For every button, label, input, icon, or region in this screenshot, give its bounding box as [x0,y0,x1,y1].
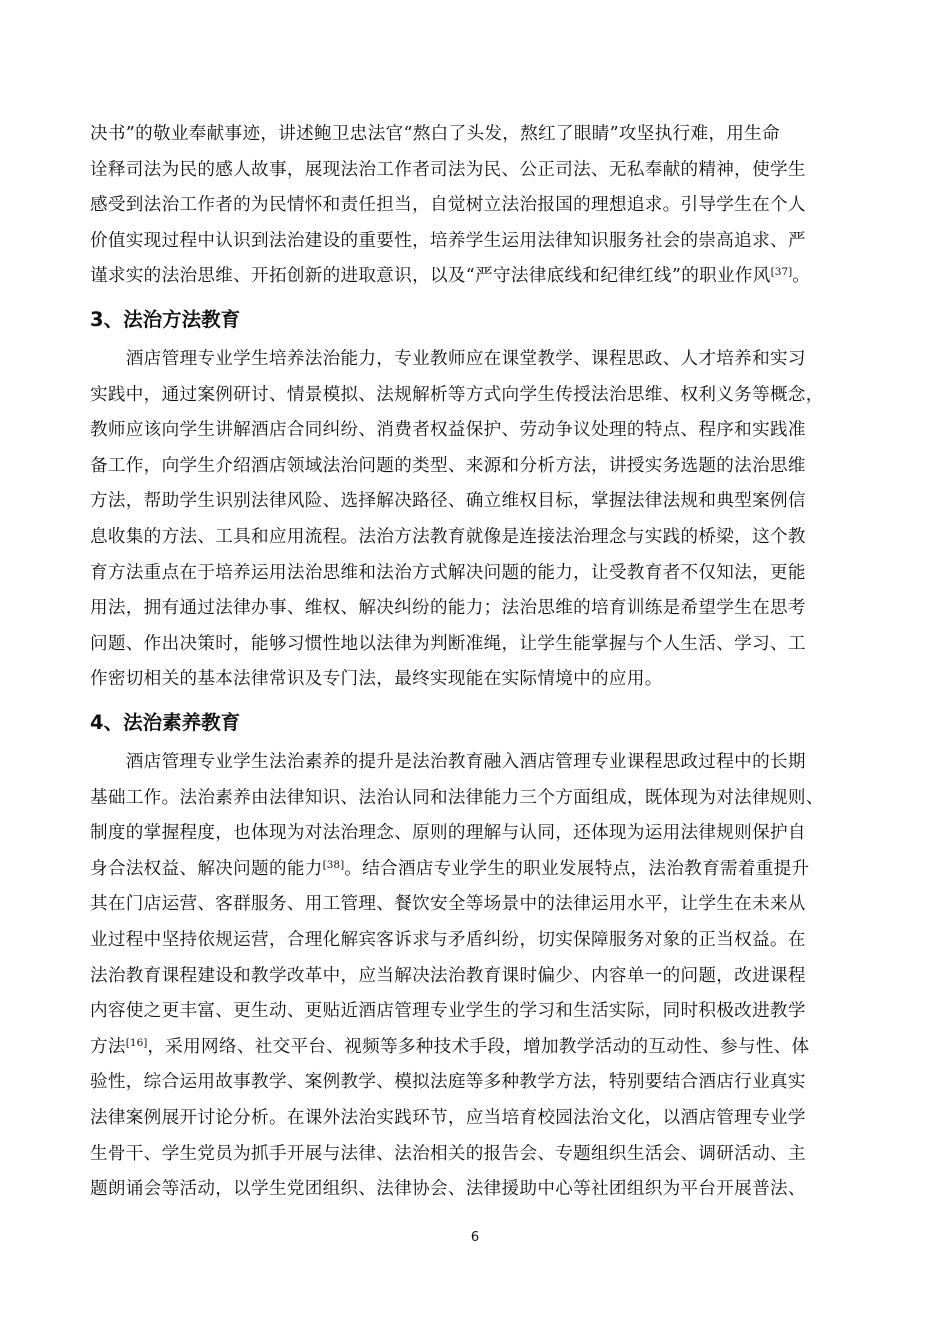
text-line: 用法，拥有通过法律办事、维权、解决纠纷的能力；法治思维的培育训练是希望学生在思考 [90,598,806,619]
text-line: 诠释司法为民的感人故事，展现法治工作者司法为民、公正司法、无私奉献的精神，使学生 [90,159,806,180]
text-line: 育方法重点在于培养运用法治思维和法治方式解决问题的能力，让受教育者不仅知法，更能 [90,562,806,583]
text-line: 实践中，通过案例研讨、情景模拟、法规解析等方式向学生传授法治思维、权利义务等概念， [90,384,824,405]
text-line: 其在门店运营、客群服务、用工管理、餐饮安全等场景中的法律运用水平，让学生在未来从 [90,894,806,915]
text-line: 价值实现过程中认识到法治建设的重要性，培养学生运用法律知识服务社会的崇高追求、严 [90,230,806,251]
text-segment: 方法 [90,1036,126,1057]
citation-ref: [37] [770,266,793,279]
text-line: 基础工作。法治素养由法律知识、法治认同和法律能力三个方面组成，既体现为对法律规则、 [90,787,824,808]
text-line: 作密切相关的基本法律常识及专门法，最终实现能在实际情境中的应用。 [90,669,663,690]
text-line: 法治教育课程建设和教学改革中，应当解决法治教育课时偏少、内容单一的问题，改进课程 [90,965,806,986]
text-line: 法律案例展开讨论分析。在课外法治实践环节，应当培育校园法治文化，以酒店管理专业学 [90,1107,806,1128]
text-line [90,1030,860,1066]
text-line: 业过程中坚持依规运营，合理化解宾客诉求与矛盾纠纷，切实保障服务对象的正当权益。在 [90,929,806,950]
text-line: 内容使之更丰富、更生动、更贴近酒店管理专业学生的学习和生活实际，同时积极改进教学 [90,1001,806,1022]
text-segment: 。结合酒店专业学生的职业发展特点，法治教育需着重提升 [344,858,810,879]
citation-ref: [16] [125,1036,148,1049]
text-segment: ，采用网络、社交平台、视频等多种技术手段，增加教学活动的互动性、参与性、体 [147,1036,810,1057]
text-segment: 谨求实的法治思维、开拓创新的进取意识，以及“严守法律底线和纪律红线”的职业作风 [90,266,771,287]
text-line: 决书”的敬业奉献事迹，讲述鲍卫忠法官“熬白了头发，熬红了眼睛”攻坚执行难，用生命 [90,124,780,144]
continuation-paragraph [90,117,860,295]
section-heading-3: 3、法治方法教育 [90,308,241,331]
section-3-paragraph [90,342,860,698]
citation-ref: [38] [322,858,345,871]
text-line: 酒店管理专业学生培养法治能力，专业教师应在课堂教学、课程思政、人才培养和实习 [90,349,806,369]
text-segment: 身合法权益、解决问题的能力 [90,858,323,879]
text-line: 题朗诵会等活动，以学生党团组织、法律协会、法律援助中心等社团组织为平台开展普法、 [90,1179,806,1200]
text-line: 息收集的方法、工具和应用流程。法治方法教育就像是连接法治理念与实践的桥梁，这个教 [90,526,806,547]
text-line: 感受到法治工作者的为民情怀和责任担当，自觉树立法治报国的理想追求。引导学生在个人 [90,195,806,216]
text-line: 问题、作出决策时，能够习惯性地以法律为判断准绳，让学生能掌握与个人生活、学习、工 [90,633,806,654]
page-number: 6 [470,1230,480,1245]
section-4-paragraph [90,745,860,1208]
text-line: 教师应该向学生讲解酒店合同纠纷、消费者权益保护、劳动争议处理的特点、程序和实践准 [90,420,806,441]
text-line: 备工作，向学生介绍酒店领域法治问题的类型、来源和分析方法，讲授实务选题的法治思维 [90,455,806,476]
text-line: 制度的掌握程度，也体现为对法治理念、原则的理解与认同，还体现为运用法律规则保护自 [90,823,806,844]
text-line: 方法，帮助学生识别法律风险、选择解决路径、确立维权目标，掌握法律法规和典型案例信 [90,491,806,512]
text-segment: 。 [792,266,811,287]
text-line: 验性，综合运用故事教学、案例教学、模拟法庭等多种教学方法，特别要结合酒店行业真实 [90,1072,806,1093]
section-heading-4: 4、法治素养教育 [90,711,241,734]
text-line: 生骨干、学生党员为抓手开展与法律、法治相关的报告会、专题组织生活会、调研活动、主 [90,1143,806,1164]
text-line: 酒店管理专业学生法治素养的提升是法治教育融入酒店管理专业课程思政过程中的长期 [90,752,806,772]
text-line [90,852,860,888]
text-line [90,259,860,295]
